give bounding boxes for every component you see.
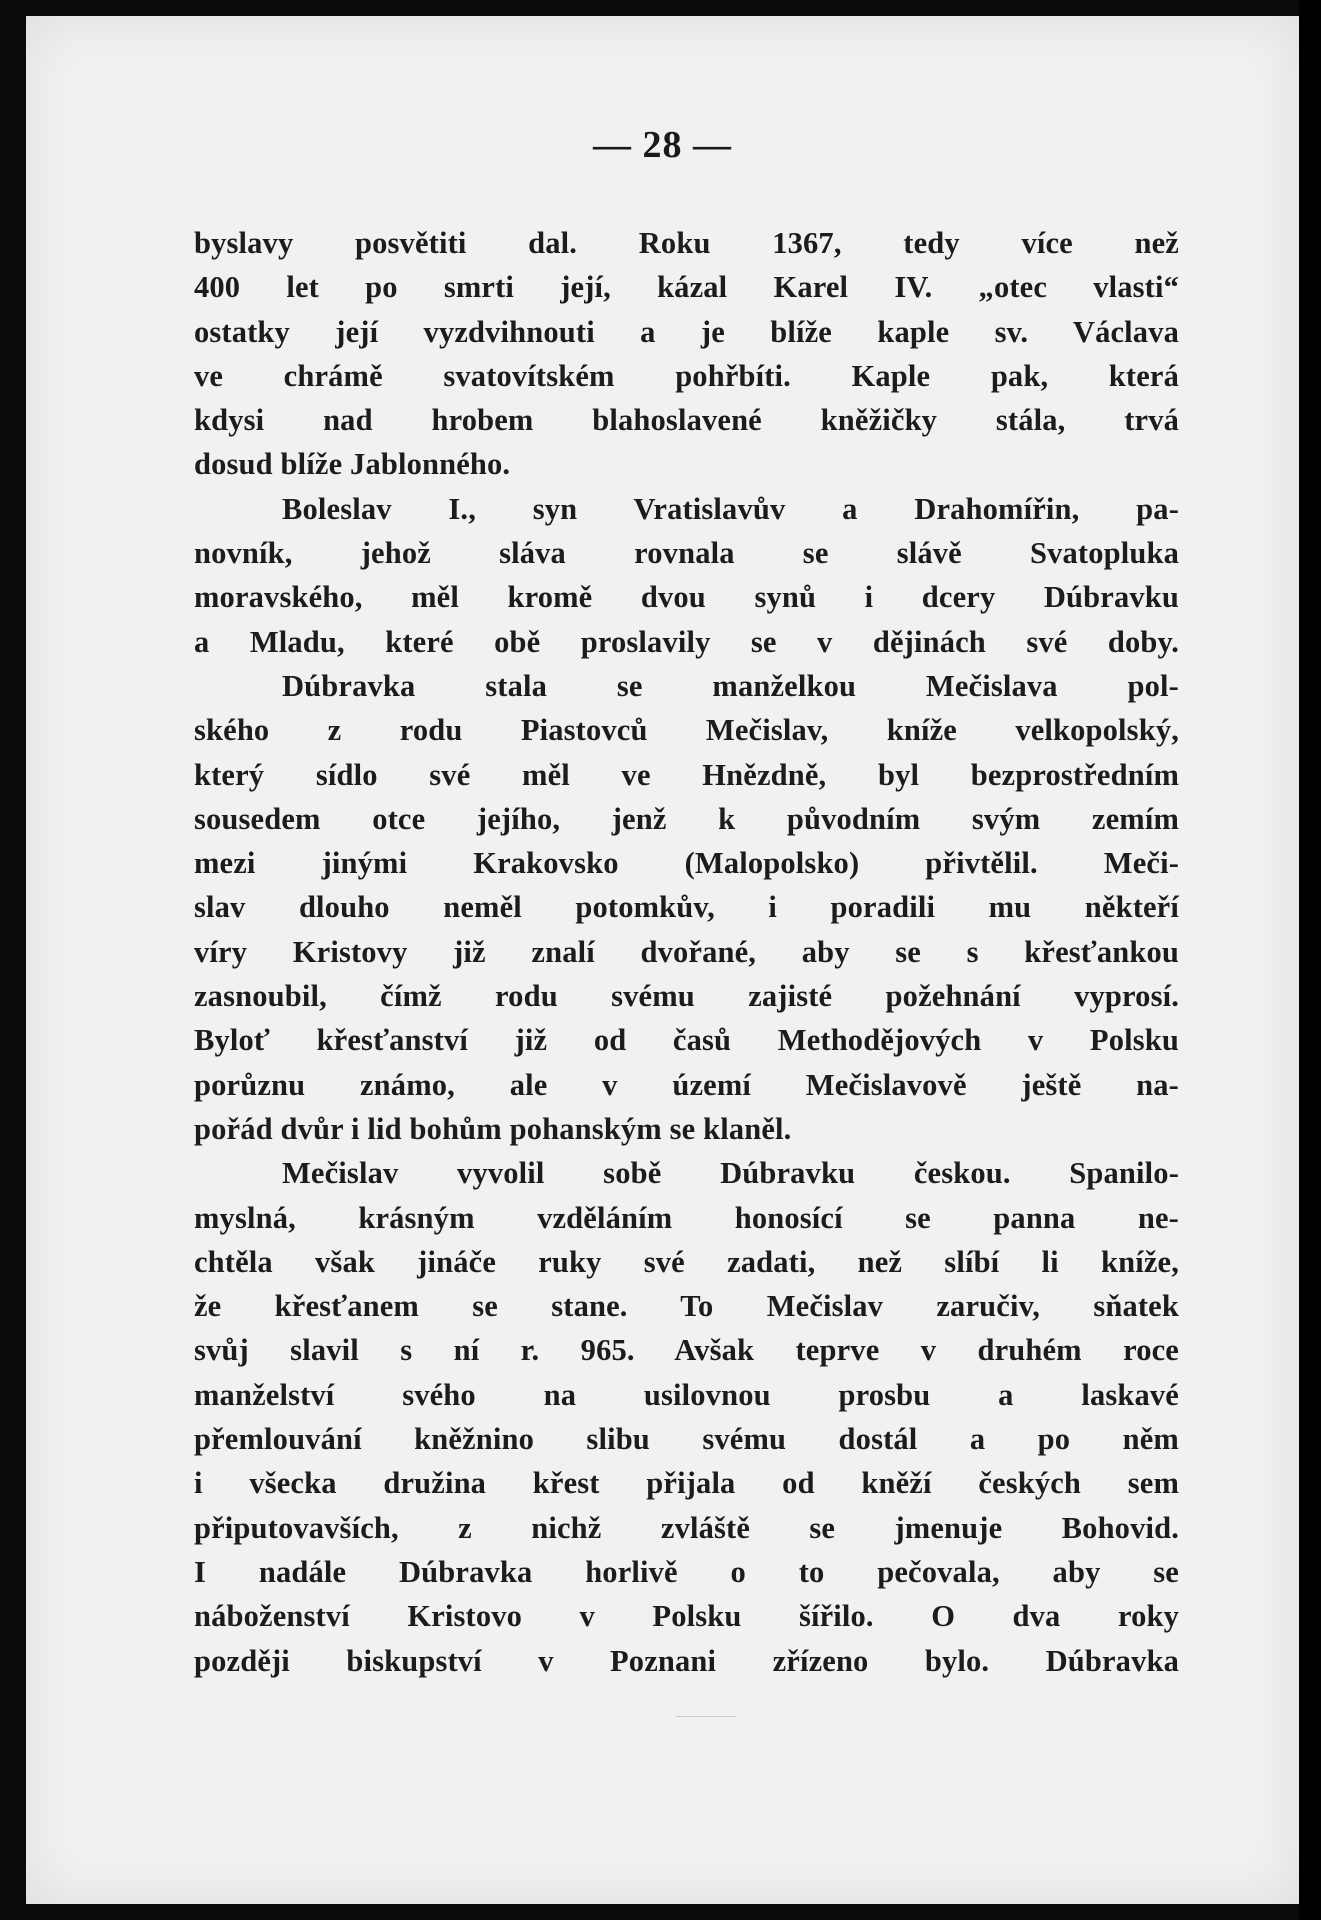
body-text [194, 221, 1179, 1683]
text-line: slav dlouho neměl potomkův, i poradili mu někteří [194, 890, 1179, 925]
text-line: moravského, měl kromě dvou synů i dcery Dúbravku [194, 580, 1179, 615]
text-line: Dúbravka stala se manželkou Mečislava pol- [282, 668, 1179, 703]
text-line: pořád dvůr i lid bohům pohanským se klaněl. [194, 1111, 792, 1146]
text-line: novník, jehož sláva rovnala se slávě Svatopluka [194, 536, 1179, 571]
scan-edge [1299, 0, 1321, 1920]
text-line: dosud blíže Jablonného. [194, 447, 511, 482]
text-line: který sídlo své měl ve Hnězdně, byl bezprostředním [194, 757, 1179, 792]
text-line: ostatky její vyzdvihnouti a je blíže kaple sv. Václava [194, 314, 1179, 349]
text-line: Boleslav I., syn Vratislavův a Drahomířin, pa- [282, 491, 1179, 526]
text-line: chtěla však jináče ruky své zadati, než slíbí li kníže, [194, 1244, 1179, 1279]
book-page [26, 16, 1299, 1904]
text-line: víry Kristovy již znalí dvořané, aby se s křesťankou [194, 934, 1179, 969]
text-line: mezi jinými Krakovsko (Malopolsko) přivtělil. Meči- [194, 846, 1179, 881]
text-line: Byloť křesťanství již od časů Methodějových v Polsku [194, 1023, 1179, 1058]
text-line: byslavy posvětiti dal. Roku 1367, tedy více než [194, 226, 1179, 260]
text-line: přemlouvání kněžnino slibu svému dostál a po něm [194, 1422, 1179, 1457]
text-line: náboženství Kristovo v Polsku šířilo. O dva roky [194, 1599, 1179, 1634]
text-line: myslná, krásným vzděláním honosící se panna ne- [194, 1200, 1179, 1235]
text-line: ského z rodu Piastovců Mečislav, kníže velkopolský, [194, 713, 1179, 748]
text-line: 400 let po smrti její, kázal Karel IV. „otec vlasti“ [194, 270, 1179, 305]
text-line: porůznu známo, ale v území Mečislavově ještě na- [194, 1067, 1179, 1102]
text-line: později biskupství v Poznani zřízeno bylo. Dúbravka [194, 1643, 1179, 1678]
text-line: zasnoubil, čímž rodu svému zajisté požehnání vyprosí. [194, 979, 1179, 1014]
text-line: že křesťanem se stane. To Mečislav zaručiv, sňatek [194, 1289, 1179, 1324]
footer-divider [676, 1716, 736, 1717]
text-line: a Mladu, které obě proslavily se v dějinách své doby. [194, 624, 1179, 659]
page-number: — 28 — [593, 124, 732, 166]
text-line: připutovavších, z nichž zvláště se jmenuje Bohovid. [194, 1510, 1179, 1545]
text-line: sousedem otce jejího, jenž k původním svým zemím [194, 801, 1179, 836]
text-line: kdysi nad hrobem blahoslavené kněžičky stála, trvá [194, 403, 1179, 438]
text-line: ve chrámě svatovítském pohřbíti. Kaple pak, která [194, 358, 1179, 393]
text-line: svůj slavil s ní r. 965. Avšak teprve v druhém roce [194, 1333, 1179, 1368]
text-line: I nadále Dúbravka horlivě o to pečovala, aby se [194, 1554, 1179, 1589]
text-line: Mečislav vyvolil sobě Dúbravku českou. Spanilo- [282, 1156, 1179, 1191]
text-line: manželství svého na usilovnou prosbu a laskavé [194, 1377, 1179, 1412]
text-line: i všecka družina křest přijala od kněží českých sem [194, 1466, 1179, 1501]
